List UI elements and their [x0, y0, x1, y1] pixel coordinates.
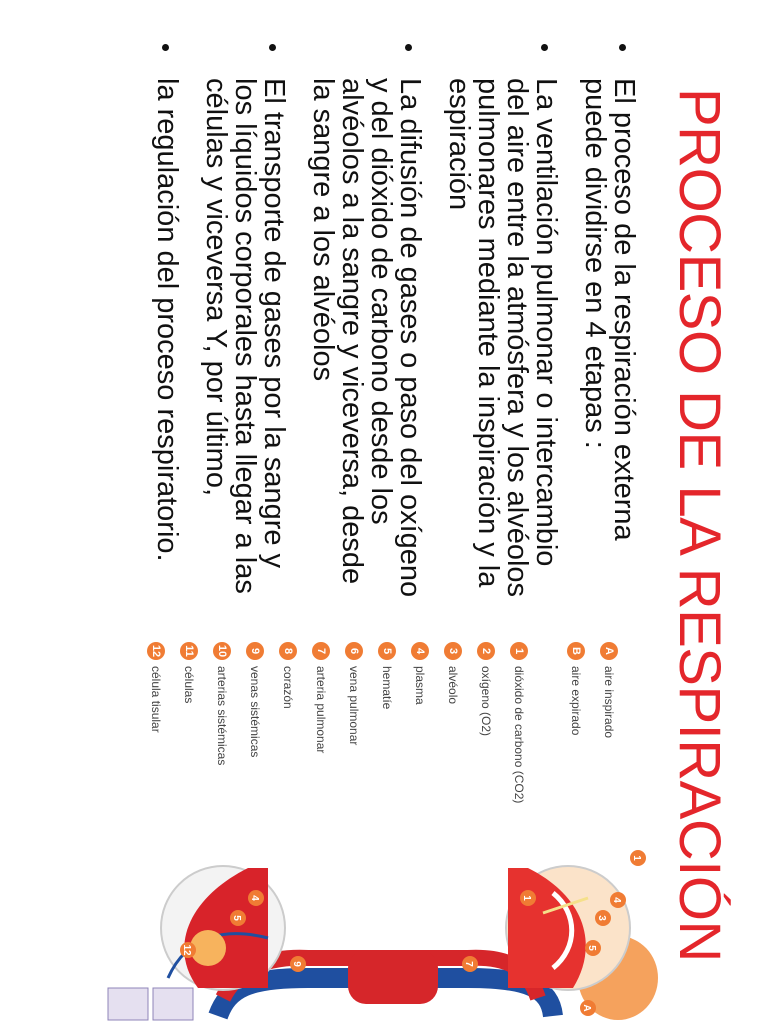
legend-marker: 4: [412, 642, 430, 660]
bullet-item: El proceso de la respiración externa puede dividirse en 4 etapas :: [580, 40, 638, 600]
bullet-item: la regulación del proceso respiratorio.: [152, 40, 181, 600]
svg-text:5: 5: [586, 945, 597, 951]
systemic-cell: [108, 988, 148, 1020]
svg-text:4: 4: [249, 895, 260, 901]
diagram-marker: [585, 940, 601, 956]
diagram-marker: [595, 910, 611, 926]
legend-item: [566, 642, 587, 812]
legend-item: [443, 642, 464, 812]
legend-item: [344, 642, 365, 812]
diagram-marker: [630, 850, 646, 866]
legend-item: [278, 642, 299, 812]
legend-item: [146, 642, 167, 812]
legend-label: célula tisular: [149, 666, 164, 733]
svg-text:1: 1: [631, 855, 642, 861]
legend-label: oxígeno (O2): [479, 666, 494, 737]
bullet-item: La difusión de gases o paso del oxígeno y del dióxido de carbono desde los alvéolos a la sangre y viceversa, desde la sangre a los alvéolos: [308, 40, 424, 600]
diagram-marker: [248, 890, 264, 906]
heart: [348, 950, 438, 1004]
svg-text:12: 12: [181, 944, 192, 956]
legend-item: [377, 642, 398, 812]
legend-label: corazón: [281, 666, 296, 709]
legend-label: arteria pulmonar: [314, 666, 329, 754]
legend-item: [245, 642, 266, 812]
slide-title: PROCESO DE LA RESPIRACIÓN: [667, 88, 732, 962]
legend-label: alvéolo: [446, 666, 461, 705]
legend-label: dióxido de carbono (CO2): [512, 666, 527, 804]
legend-marker: 3: [445, 642, 463, 660]
legend-item: [476, 642, 497, 812]
svg-text:9: 9: [291, 961, 302, 967]
legend-marker: 5: [379, 642, 397, 660]
systemic-cell: [153, 988, 193, 1020]
diagram-marker: [580, 1000, 596, 1016]
legend-item: [509, 642, 530, 812]
diagram-marker: [290, 956, 306, 972]
legend-label: células: [182, 666, 197, 704]
respiration-diagram: [0, 838, 768, 1024]
legend-item: [599, 642, 620, 812]
diagram-marker: [610, 892, 626, 908]
legend-marker: 7: [313, 642, 331, 660]
legend-marker: 2: [478, 642, 496, 660]
legend-label: vena pulmonar: [347, 666, 362, 746]
diagram-marker: [230, 910, 246, 926]
diagram-marker: [462, 956, 478, 972]
svg-text:3: 3: [596, 915, 607, 921]
legend-label: aire expirado: [569, 666, 584, 736]
bullet-list: [132, 40, 638, 600]
legend-marker: A: [601, 642, 619, 660]
legend-marker: 1: [511, 642, 529, 660]
legend-item: [311, 642, 332, 812]
legend-item: [410, 642, 431, 812]
legend-marker: 10: [214, 642, 232, 660]
diagram-marker: [520, 890, 536, 906]
legend-item: [179, 642, 200, 812]
legend-marker: 8: [280, 642, 298, 660]
legend-item: [212, 642, 233, 812]
legend-marker: 9: [247, 642, 265, 660]
svg-text:5: 5: [231, 915, 242, 921]
svg-text:4: 4: [611, 897, 622, 903]
legend-marker: 12: [148, 642, 166, 660]
legend-label: arterias sistémicas: [215, 666, 230, 766]
bullet-item: La ventilación pulmonar o intercambio del aire entre la atmósfera y los alvéolos pulmonares mediante la inspiración y la espiración: [444, 40, 560, 600]
svg-text:A: A: [581, 1004, 592, 1012]
legend-marker: 6: [346, 642, 364, 660]
diagram-marker: [180, 942, 196, 958]
diagram-legend: [134, 642, 620, 812]
legend-marker: B: [568, 642, 586, 660]
legend-label: plasma: [413, 666, 428, 705]
legend-marker: 11: [181, 642, 199, 660]
svg-text:1: 1: [521, 895, 532, 901]
bullet-item: El transporte de gases por la sangre y los líquidos corporales hasta llegar a las células y viceversa Y, por último,: [201, 40, 288, 600]
legend-label: aire inspirado: [602, 666, 617, 739]
svg-text:7: 7: [463, 961, 474, 967]
legend-label: hematíe: [380, 666, 395, 710]
legend-label: venas sistémicas: [248, 666, 263, 758]
